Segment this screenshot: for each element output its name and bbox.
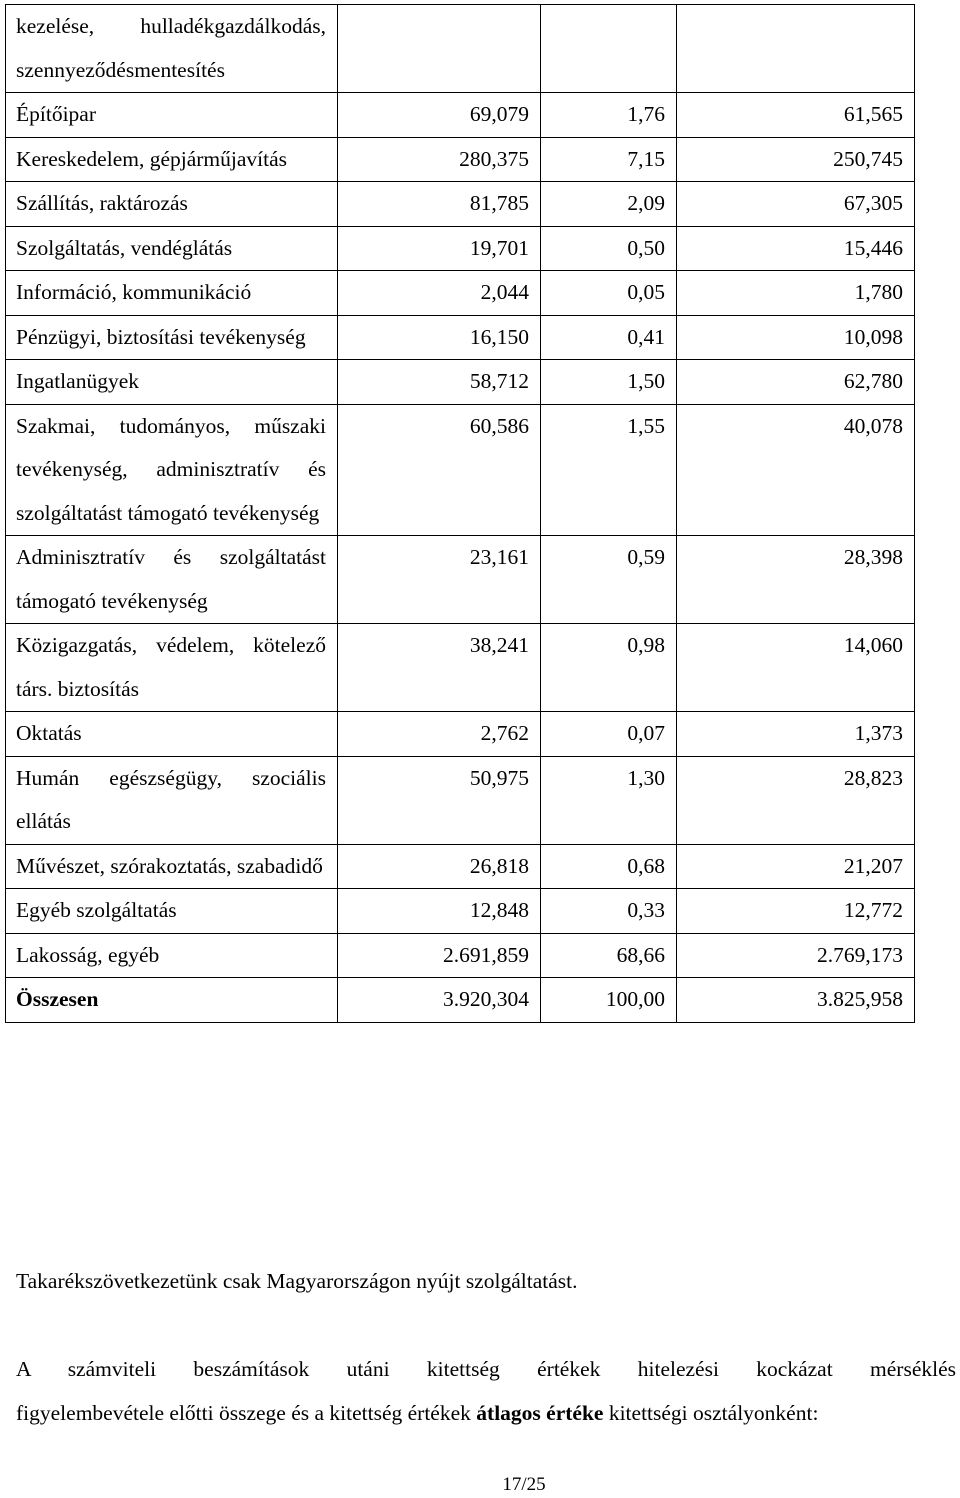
row-label: Közigazgatás, védelem, kötelező társ. biztosítás [6, 624, 338, 712]
table-row [6, 712, 915, 757]
total-label: Összesen [16, 987, 99, 1011]
page-number: 17/25 [502, 1474, 546, 1495]
table-row [6, 933, 915, 978]
row-value-3: 62,780 [677, 360, 915, 405]
total-value-2: 100,00 [541, 978, 677, 1023]
table-row [6, 536, 915, 624]
total-label-cell [6, 978, 338, 1023]
row-value-3: 1,373 [677, 712, 915, 757]
row-label: Lakosság, egyéb [6, 933, 338, 978]
row-value-3: 61,565 [677, 93, 915, 138]
row-value-1: 280,375 [338, 137, 541, 182]
row-value-2: 1,50 [541, 360, 677, 405]
row-value-3: 15,446 [677, 226, 915, 271]
row-value-1: 12,848 [338, 889, 541, 934]
row-value-1: 23,161 [338, 536, 541, 624]
row-value-2: 0,59 [541, 536, 677, 624]
total-row [6, 978, 915, 1023]
row-value-2: 68,66 [541, 933, 677, 978]
row-value-2: 7,15 [541, 137, 677, 182]
row-value-2 [541, 5, 677, 93]
row-label: Pénzügyi, biztosítási tevékenység [6, 315, 338, 360]
row-label: Kereskedelem, gépjárműjavítás [6, 137, 338, 182]
row-value-2: 0,50 [541, 226, 677, 271]
table-row [6, 182, 915, 227]
table-row [6, 226, 915, 271]
row-value-3: 67,305 [677, 182, 915, 227]
row-value-3: 10,098 [677, 315, 915, 360]
row-value-1: 81,785 [338, 182, 541, 227]
sector-exposure-table [5, 4, 915, 1023]
row-value-3: 28,398 [677, 536, 915, 624]
row-value-3: 14,060 [677, 624, 915, 712]
row-value-2: 0,07 [541, 712, 677, 757]
row-label: Építőipar [6, 93, 338, 138]
row-value-2: 1,55 [541, 404, 677, 536]
row-value-1: 2,044 [338, 271, 541, 316]
row-label: Humán egészségügy, szociális ellátás [6, 756, 338, 844]
row-label: Információ, kommunikáció [6, 271, 338, 316]
table-row [6, 93, 915, 138]
row-value-3 [677, 5, 915, 93]
row-label: Szolgáltatás, vendéglátás [6, 226, 338, 271]
table-row [6, 5, 915, 93]
row-value-1: 38,241 [338, 624, 541, 712]
table-row [6, 404, 915, 536]
row-label: Művészet, szórakoztatás, szabadidő [6, 844, 338, 889]
row-value-1: 50,975 [338, 756, 541, 844]
row-label: Adminisztratív és szolgáltatást támogató tevékenység [6, 536, 338, 624]
row-value-3: 1,780 [677, 271, 915, 316]
table-row [6, 271, 915, 316]
row-value-1: 19,701 [338, 226, 541, 271]
row-label: Ingatlanügyek [6, 360, 338, 405]
row-value-1: 58,712 [338, 360, 541, 405]
row-value-1: 26,818 [338, 844, 541, 889]
row-value-2: 0,68 [541, 844, 677, 889]
row-value-1: 69,079 [338, 93, 541, 138]
exposure-paragraph [16, 1348, 956, 1435]
row-label: Oktatás [6, 712, 338, 757]
row-value-2: 2,09 [541, 182, 677, 227]
row-value-2: 1,76 [541, 93, 677, 138]
row-value-1: 2,762 [338, 712, 541, 757]
table-row [6, 315, 915, 360]
row-value-2: 0,05 [541, 271, 677, 316]
paragraph-text-end: kitettségi osztályonként: [603, 1400, 819, 1425]
table-row [6, 889, 915, 934]
row-value-3: 12,772 [677, 889, 915, 934]
row-value-1 [338, 5, 541, 93]
table-row [6, 756, 915, 844]
row-value-2: 1,30 [541, 756, 677, 844]
paragraph-line-1: A számviteli beszámítások utáni kitettség értékek hitelezési kockázat mérséklés [16, 1357, 956, 1381]
row-value-2: 0,98 [541, 624, 677, 712]
row-label: Szakmai, tudományos, műszaki tevékenység, adminisztratív és szolgáltatást támogató tevékenység [6, 404, 338, 536]
row-value-3: 21,207 [677, 844, 915, 889]
row-value-3: 28,823 [677, 756, 915, 844]
row-value-1: 16,150 [338, 315, 541, 360]
paragraph-emphasis: átlagos értéke [476, 1400, 604, 1425]
table-row [6, 624, 915, 712]
paragraph-line-2 [16, 1392, 956, 1436]
row-value-1: 2.691,859 [338, 933, 541, 978]
total-value-1: 3.920,304 [338, 978, 541, 1023]
row-value-2: 0,41 [541, 315, 677, 360]
row-value-1: 60,586 [338, 404, 541, 536]
row-value-3: 250,745 [677, 137, 915, 182]
table-row [6, 360, 915, 405]
row-value-2: 0,33 [541, 889, 677, 934]
row-label: Egyéb szolgáltatás [6, 889, 338, 934]
row-label: kezelése, hulladékgazdálkodás, szennyeződésmentesítés [6, 5, 338, 93]
row-value-3: 40,078 [677, 404, 915, 536]
row-value-3: 2.769,173 [677, 933, 915, 978]
service-note: Takarékszövetkezetünk csak Magyarországon nyújt szolgáltatást. [16, 1269, 578, 1293]
total-value-3: 3.825,958 [677, 978, 915, 1023]
table-row [6, 137, 915, 182]
row-label: Szállítás, raktározás [6, 182, 338, 227]
table-row [6, 844, 915, 889]
paragraph-text: figyelembevétele előtti összege és a kitettség értékek [16, 1400, 477, 1425]
